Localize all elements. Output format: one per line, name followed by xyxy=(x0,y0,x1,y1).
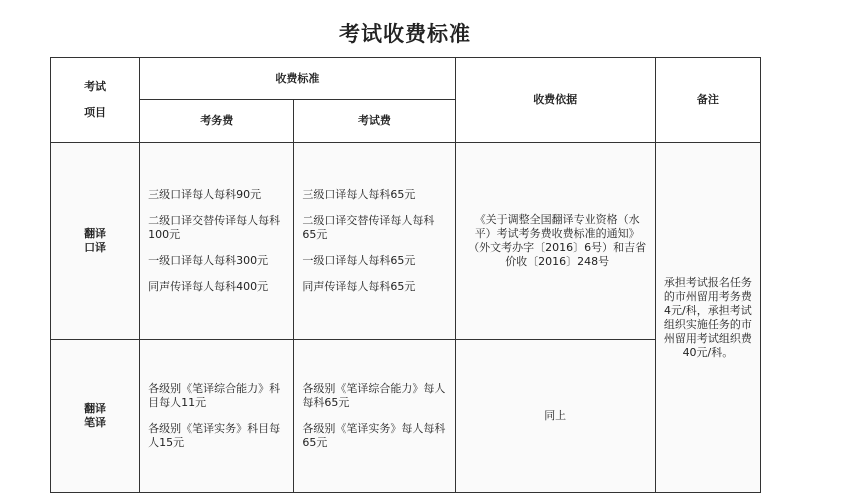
exam-fee-line: 各级别《笔译综合能力》每人每科65元 xyxy=(302,382,446,409)
exam-fee-cell xyxy=(294,340,455,493)
item-line1: 翻译 xyxy=(84,402,107,415)
item-line2: 口译 xyxy=(84,241,107,254)
item-line2: 笔译 xyxy=(84,416,107,429)
header-service-fee: 考务费 xyxy=(140,100,294,143)
service-fee-cell xyxy=(140,143,294,340)
row-item-translation xyxy=(51,340,140,493)
exam-fee-line: 一级口译每人每科65元 xyxy=(302,254,416,267)
header-note: 备注 xyxy=(655,58,760,143)
service-fee-line: 各级别《笔译实务》科目每人15元 xyxy=(148,422,281,449)
exam-fee-line: 三级口译每人每科65元 xyxy=(302,188,416,201)
service-fee-cell xyxy=(140,340,294,493)
exam-fee-cell xyxy=(294,143,455,340)
exam-fee-line: 同声传译每人每科65元 xyxy=(302,280,416,293)
item-line1: 翻译 xyxy=(84,227,107,240)
header-item-line1: 考试 xyxy=(84,80,107,93)
row-item-interpretation xyxy=(51,143,140,340)
service-fee-line: 一级口译每人每科300元 xyxy=(148,254,269,267)
table-row xyxy=(51,143,761,340)
service-fee-line: 各级别《笔译综合能力》科目每人11元 xyxy=(148,382,281,409)
table-row xyxy=(51,340,761,493)
basis-cell: 《关于调整全国翻译专业资格（水平）考试考务费收费标准的通知》（外文考办字〔2016〕6号）和吉省价收〔2016〕248号 xyxy=(455,143,655,340)
basis-cell: 同上 xyxy=(455,340,655,493)
service-fee-line: 同声传译每人每科400元 xyxy=(148,280,269,293)
header-fee-standard: 收费标准 xyxy=(140,58,455,100)
header-basis: 收费依据 xyxy=(455,58,655,143)
header-item-line2: 项目 xyxy=(84,106,107,119)
exam-fee-line: 二级口译交替传译每人每科65元 xyxy=(302,214,435,241)
header-exam-item xyxy=(51,58,140,143)
service-fee-line: 三级口译每人每科90元 xyxy=(148,188,262,201)
fee-standard-table xyxy=(50,57,761,493)
note-cell: 承担考试报名任务的市州留用考务费4元/科，承担考试组织实施任务的市州留用考试组织费40元/科。 xyxy=(655,143,760,493)
service-fee-line: 二级口译交替传译每人每科100元 xyxy=(148,214,281,241)
header-exam-fee: 考试费 xyxy=(294,100,455,143)
page-title: 考试收费标准 xyxy=(339,22,471,46)
exam-fee-line: 各级别《笔译实务》每人每科65元 xyxy=(302,422,446,449)
